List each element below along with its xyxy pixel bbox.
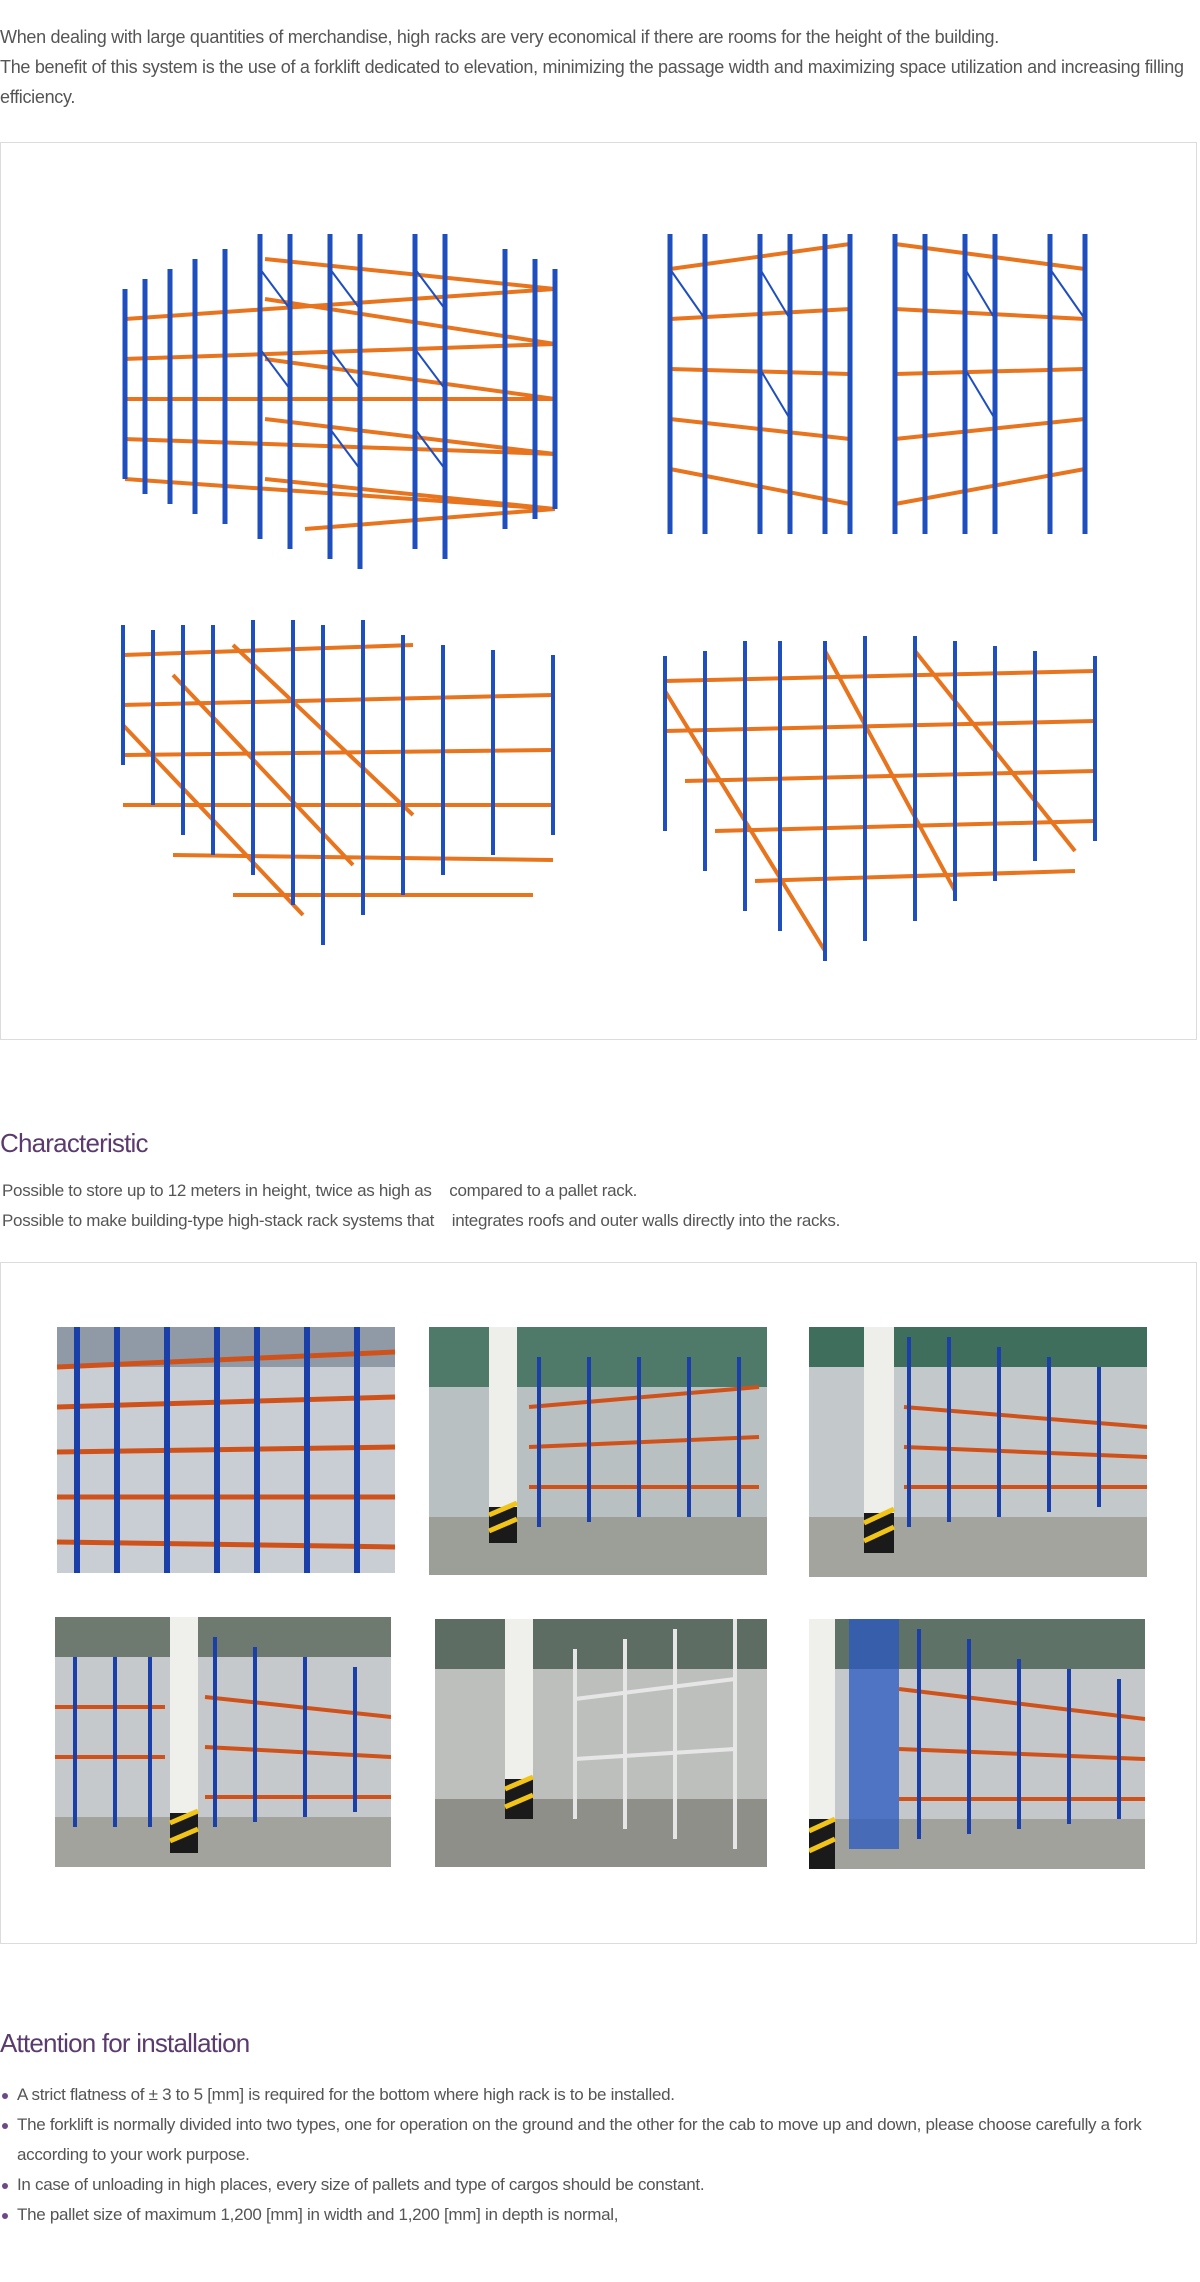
list-item: A strict flatness of ± 3 to 5 [mm] is required for the bottom where high rack is to be installed. [0,2080,1195,2110]
warehouse-photo-5 [435,1619,767,1867]
rack-illustration-isometric-left [113,615,565,967]
list-item: The forklift is normally divided into two types, one for operation on the ground and the other for the cab to move up and down, please choose carefully a fork according to your work purpose. [0,2110,1195,2170]
rack-illustration-panel [0,142,1197,1040]
rack-illustration-aisle-front [665,229,1095,541]
intro-line-1: When dealing with large quantities of merchandise, high racks are very economical if there are rooms for the height of the building. [0,27,999,47]
warehouse-photo-1 [57,1327,395,1573]
warehouse-photo-4 [55,1617,391,1867]
warehouse-photo-3 [809,1327,1147,1577]
characteristic-title: Characteristic [0,1128,148,1158]
rack-illustration-perspective-left [115,229,561,573]
warehouse-photo-6 [809,1619,1145,1869]
photo-gallery-panel [0,1262,1197,1944]
attention-list [0,2080,1195,2230]
rack-illustration-isometric-right [655,631,1107,971]
characteristic-text [2,1176,840,1236]
warehouse-photo-2 [429,1327,767,1575]
intro-text [0,22,1200,112]
attention-title: Attention for installation [0,2028,250,2058]
intro-line-2: The benefit of this system is the use of a forklift dedicated to elevation, minimizing the passage width and maximizing space utilization and increasing filling efficiency. [0,57,1184,107]
characteristic-line-2: Possible to make building-type high-stack rack systems that integrates roofs and outer walls directly into the racks. [2,1211,841,1230]
list-item: In case of unloading in high places, every size of pallets and type of cargos should be constant. [0,2170,1195,2200]
characteristic-line-1: Possible to store up to 12 meters in height, twice as high as compared to a pallet rack. [2,1181,638,1200]
list-item: The pallet size of maximum 1,200 [mm] in width and 1,200 [mm] in depth is normal, [0,2200,1195,2230]
